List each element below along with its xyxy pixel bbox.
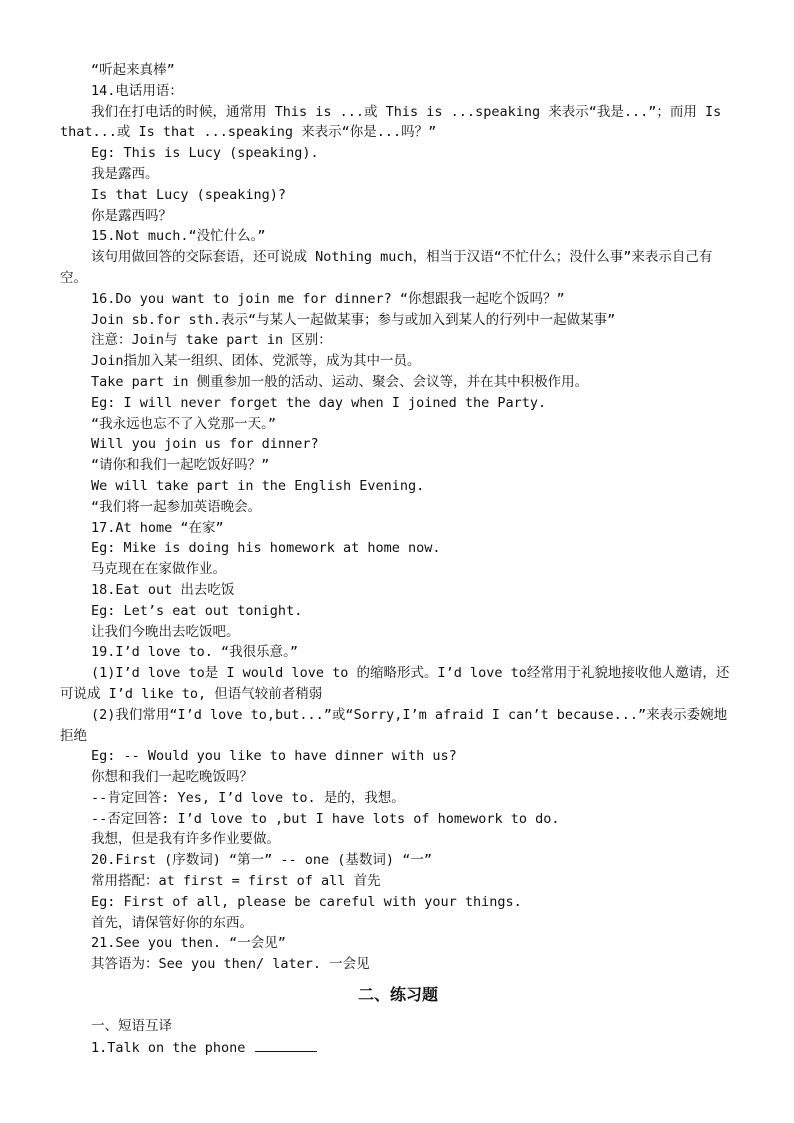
text-line: 我们在打电话的时候，通常用 This is ...或 This is ...speaking 来表示“我是...”；而用 Is that...或 Is that ...speaking 来表示“你是...吗？” [60,103,722,141]
section-heading: 二、练习题 [357,985,438,1005]
text-line: 马克现在在家做作业。 [91,561,226,578]
exercise-line [60,1037,736,1058]
text-line: 我是露西。 [91,165,159,182]
text-line: 16.Do you want to join me for dinner? “你想跟我一起吃个饭吗？” [91,290,565,307]
text-line: Eg: Let’s eat out tonight. [91,602,303,619]
text-line: 14.电话用语： [91,82,183,99]
text-line: 让我们今晚出去吃饭吧。 [91,623,240,640]
text-line: We will take part in the English Evening. [91,477,425,494]
text-line: 首先，请保管好你的东西。 [91,914,253,931]
text-line: 18.Eat out 出去吃饭 [91,581,235,598]
text-line: “请你和我们一起吃饭好吗？” [91,457,270,474]
text-line: --否定回答: I’d love to ,but I have lots of homework to do. [91,810,560,827]
text-line: (2)我们常用“I’d love to,but...”或“Sorry,I’m afraid I can’t because...”来表示委婉地拒绝 [60,706,728,744]
answer-blank[interactable] [255,1037,317,1052]
text-line: Eg: Mike is doing his homework at home now. [91,540,441,557]
text-line: “听起来真棒” [91,62,175,78]
text-line: 你是露西吗？ [91,207,172,224]
text-line: Join sb.for sth.表示“与某人一起做某事；参与或加入到某人的行列中一起做某事” [91,311,616,328]
text-line: 你想和我们一起吃晚饭吗？ [91,769,253,786]
text-line: Eg: I will never forget the day when I joined the Party. [91,394,547,411]
text-line: 我想，但是我有许多作业要做。 [91,831,280,848]
text-line: (1)I’d love to是 I would love to 的缩略形式。I’d love to经常用于礼貌地接收他人邀请，还可说成 I’d like to, 但语气较前者稍弱 [60,665,730,702]
text-line: 20.First (序数词) “第一” -- one (基数词) “一” [91,852,432,869]
text-line: 其答语为：See you then/ later. 一会见 [91,956,370,973]
text-line: 19.I’d love to. “我很乐意。” [91,644,299,661]
text-line: Join指加入某一组织、团体、党派等，成为其中一员。 [91,353,421,370]
text-line: 一、短语互译 [91,1018,172,1035]
text-line: Take part in 侧重参加一般的活动、运动、聚会、会议等，并在其中积极作用。 [91,373,589,390]
text-line: Will you join us for dinner? [91,436,319,453]
text-line: 17.At home “在家” [91,519,224,536]
document-body [60,60,736,1058]
text-line: “我永远也忘不了入党那一天。” [91,415,277,432]
text-line: 21.See you then. “一会见” [91,935,286,952]
text-line: 注意：Join与 take part in 区别： [91,332,332,349]
exercise-text: 1.Talk on the phone [91,1039,246,1056]
text-line: Is that Lucy (speaking)? [91,186,287,203]
text-line: 15.Not much.“没忙什么。” [91,228,266,245]
text-line: “我们将一起参加英语晚会。 [91,498,262,515]
text-line: Eg: First of all, please be careful with your things. [91,893,522,910]
text-line: Eg: This is Lucy (speaking). [91,145,319,162]
text-line: 该句用做回答的交际套语，还可说成 Nothing much，相当于汉语“不忙什么；没什么事”来表示自己有空。 [60,249,713,286]
text-line: --肯定回答: Yes, I’d love to. 是的，我想。 [91,789,405,806]
text-line: Eg: -- Would you like to have dinner with us? [91,748,457,765]
text-line: 常用搭配：at first = first of all 首先 [91,873,381,890]
